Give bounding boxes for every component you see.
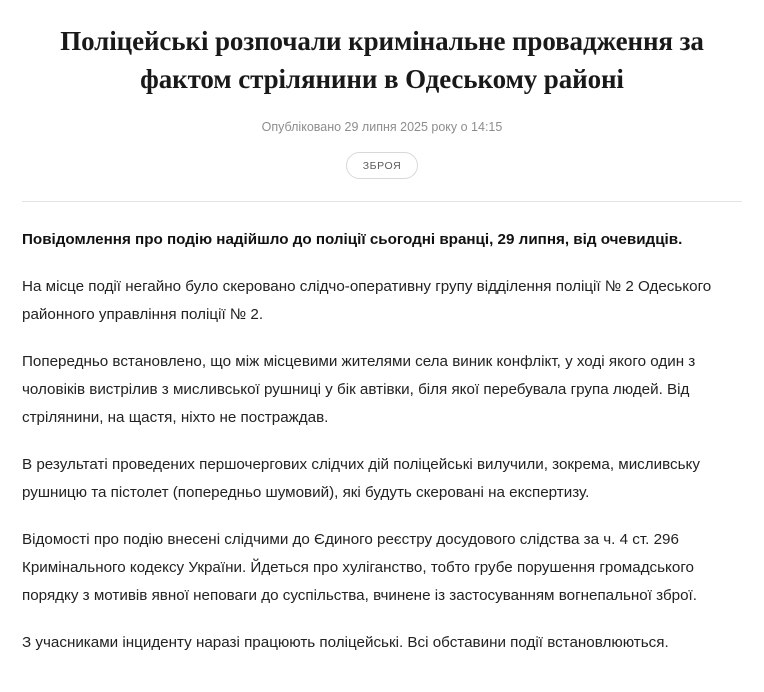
category-tag[interactable]: ЗБРОЯ: [346, 152, 419, 179]
article-paragraph: Попередньо встановлено, що між місцевими жителями села виник конфлікт, у ході якого один з чоловіків вистрілив з мисливської рушниці у бік автівки, біля якої перебувала група людей. Від стрілянини, на щастя, ніхто не постраждав.: [22, 353, 696, 426]
article-paragraph: Відомості про подію внесені слідчими до Єдиного реєстру досудового слідства за ч. 4 ст. 296 Кримінального кодексу України. Йдеться про хуліганство, тобто грубе порушення громадського порядку з мотивів явної неповаги до суспільства, вчинене із застосуванням вогнепальної зброї.: [22, 531, 697, 604]
article-paragraph: На місце події негайно було скеровано слідчо-оперативну групу відділення поліції № 2 Одеського районного управління поліції № 2.: [22, 278, 712, 323]
article-paragraph: З учасниками інциденту наразі працюють поліцейські. Всі обставини події встановлюються.: [22, 634, 669, 651]
article-body: [0, 226, 764, 657]
header-divider: [22, 201, 742, 202]
article-paragraph: В результаті проведених першочергових слідчих дій поліцейські вилучили, зокрема, мисливську рушницю та пістолет (попередньо шумовий), які будуть скеровані на експертизу.: [22, 456, 700, 501]
article-header: [0, 0, 764, 179]
article-paragraph-lead: Повідомлення про подію надійшло до поліції сьогодні вранці, 29 липня, від очевидців.: [22, 231, 683, 248]
published-timestamp: Опубліковано 29 липня 2025 року о 14:15: [261, 120, 503, 134]
page-title: Поліцейські розпочали кримінальне провадження за фактом стрілянини в Одеському районі: [60, 26, 704, 94]
tag-row: [22, 152, 742, 179]
